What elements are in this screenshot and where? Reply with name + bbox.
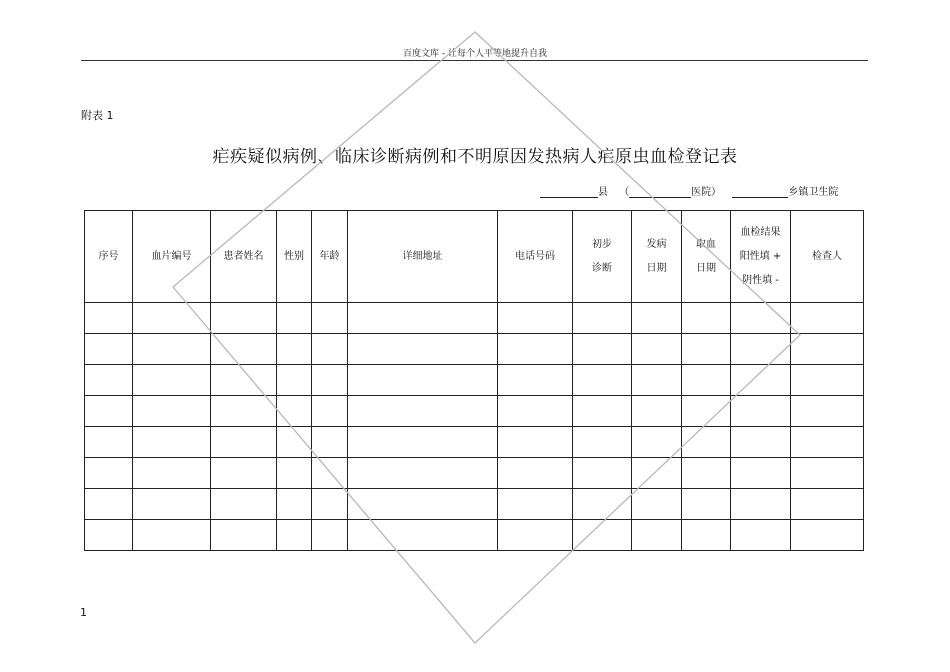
- table-cell: [498, 334, 573, 365]
- table-cell: [632, 334, 682, 365]
- table-cell: [85, 334, 133, 365]
- table-cell: [682, 489, 731, 520]
- col-sex: 性别: [277, 211, 312, 303]
- table-cell: [133, 365, 211, 396]
- table-cell: [133, 427, 211, 458]
- table-cell: [632, 489, 682, 520]
- table-cell: [133, 520, 211, 551]
- table-cell: [312, 489, 348, 520]
- table-cell: [312, 458, 348, 489]
- table-cell: [211, 458, 277, 489]
- table-cell: [211, 303, 277, 334]
- table-cell: [573, 489, 632, 520]
- table-cell: [498, 365, 573, 396]
- table-cell: [348, 489, 498, 520]
- col-blood-date: [682, 211, 731, 303]
- table-cell: [632, 520, 682, 551]
- table-cell: [791, 458, 864, 489]
- table-row: [85, 427, 864, 458]
- county-blank: [540, 187, 598, 198]
- table-cell: [573, 458, 632, 489]
- table-cell: [573, 396, 632, 427]
- col-blood-result: [731, 211, 791, 303]
- col-age: 年龄: [312, 211, 348, 303]
- region-line: [540, 183, 838, 198]
- registration-table: [84, 210, 864, 551]
- table-cell: [498, 458, 573, 489]
- col-prelim-line1: 初步: [592, 238, 612, 250]
- table-cell: [211, 365, 277, 396]
- table-cell: [312, 427, 348, 458]
- table-cell: [85, 365, 133, 396]
- table-cell: [573, 303, 632, 334]
- table-cell: [312, 365, 348, 396]
- table-cell: [133, 458, 211, 489]
- table-cell: [277, 396, 312, 427]
- table-cell: [498, 303, 573, 334]
- table-cell: [573, 520, 632, 551]
- table-cell: [682, 334, 731, 365]
- table-row: [85, 396, 864, 427]
- table-cell: [277, 458, 312, 489]
- table-row: [85, 520, 864, 551]
- township-blank: [732, 187, 788, 198]
- table-cell: [573, 365, 632, 396]
- col-result-line1: 血检结果: [740, 226, 781, 238]
- table-cell: [312, 520, 348, 551]
- col-onset-date: [632, 211, 682, 303]
- table-cell: [632, 303, 682, 334]
- table-cell: [632, 365, 682, 396]
- table-cell: [133, 334, 211, 365]
- table-cell: [682, 427, 731, 458]
- table-cell: [682, 520, 731, 551]
- table-cell: [731, 365, 791, 396]
- table-cell: [573, 334, 632, 365]
- table-cell: [682, 396, 731, 427]
- table-cell: [133, 303, 211, 334]
- table-cell: [277, 489, 312, 520]
- table-cell: [312, 334, 348, 365]
- county-label: 县: [598, 187, 608, 198]
- table-cell: [277, 427, 312, 458]
- table-row: [85, 365, 864, 396]
- table-cell: [133, 489, 211, 520]
- table-cell: [498, 520, 573, 551]
- form-title: 疟疾疑似病例、临床诊断病例和不明原因发热病人疟原虫血检登记表: [212, 147, 738, 167]
- table-cell: [133, 396, 211, 427]
- table-cell: [498, 427, 573, 458]
- col-seq: 序号: [85, 211, 133, 303]
- table-cell: [791, 365, 864, 396]
- table-cell: [731, 458, 791, 489]
- table-cell: [731, 334, 791, 365]
- table-cell: [211, 520, 277, 551]
- table-row: [85, 489, 864, 520]
- table-cell: [791, 334, 864, 365]
- col-onset-line1: 发病: [646, 238, 667, 250]
- page-number: 1: [80, 606, 87, 619]
- table-cell: [498, 489, 573, 520]
- table-cell: [632, 427, 682, 458]
- col-phone: 电话号码: [498, 211, 573, 303]
- table-cell: [348, 458, 498, 489]
- document-header: 百度文库 - 让每个人平等地提升自我: [403, 49, 547, 59]
- table-cell: [348, 303, 498, 334]
- table-cell: [731, 520, 791, 551]
- table-cell: [348, 396, 498, 427]
- col-slide-no: 血片编号: [133, 211, 211, 303]
- table-cell: [85, 303, 133, 334]
- table-cell: [632, 396, 682, 427]
- township-label: 乡镇卫生院: [788, 187, 839, 198]
- table-cell: [85, 396, 133, 427]
- table-row: [85, 458, 864, 489]
- table-cell: [85, 520, 133, 551]
- table-cell: [682, 365, 731, 396]
- table-cell: [85, 489, 133, 520]
- col-result-line2: 阳性填 +: [739, 250, 782, 262]
- col-blood-line2: 日期: [696, 262, 716, 274]
- table-cell: [277, 334, 312, 365]
- hospital-open-paren: （: [619, 187, 630, 198]
- col-prelim-line2: 诊断: [592, 262, 612, 274]
- col-prelim-diagnosis: [573, 211, 632, 303]
- table-cell: [85, 427, 133, 458]
- table-cell: [348, 427, 498, 458]
- table-cell: [682, 303, 731, 334]
- table-row: [85, 334, 864, 365]
- table-cell: [731, 427, 791, 458]
- table-cell: [791, 396, 864, 427]
- appendix-label: 附表 1: [81, 109, 114, 122]
- hospital-label: 医院）: [691, 187, 722, 198]
- table-cell: [312, 303, 348, 334]
- table-cell: [211, 396, 277, 427]
- col-blood-line1: 取血: [696, 238, 716, 250]
- table-cell: [731, 396, 791, 427]
- table-cell: [791, 489, 864, 520]
- col-address: 详细地址: [348, 211, 498, 303]
- table-cell: [731, 303, 791, 334]
- table-cell: [211, 489, 277, 520]
- table-cell: [348, 334, 498, 365]
- table-cell: [731, 489, 791, 520]
- table-cell: [312, 396, 348, 427]
- col-patient-name: 患者姓名: [211, 211, 277, 303]
- table-body: [85, 303, 864, 551]
- col-onset-line2: 日期: [646, 262, 667, 274]
- table-cell: [85, 458, 133, 489]
- table-cell: [277, 520, 312, 551]
- table-cell: [791, 303, 864, 334]
- table-cell: [277, 303, 312, 334]
- table-cell: [211, 334, 277, 365]
- table-row: [85, 303, 864, 334]
- table-cell: [348, 520, 498, 551]
- table-cell: [632, 458, 682, 489]
- table-cell: [498, 396, 573, 427]
- header-divider: [81, 60, 868, 61]
- col-inspector: 检查人: [791, 211, 864, 303]
- table-cell: [573, 427, 632, 458]
- table-cell: [791, 427, 864, 458]
- hospital-blank: [629, 187, 691, 198]
- table-header-row: [85, 211, 864, 303]
- table-cell: [277, 365, 312, 396]
- col-result-line3: 阴性填 -: [742, 274, 779, 286]
- table-cell: [348, 365, 498, 396]
- table-cell: [682, 458, 731, 489]
- table-cell: [791, 520, 864, 551]
- table-cell: [211, 427, 277, 458]
